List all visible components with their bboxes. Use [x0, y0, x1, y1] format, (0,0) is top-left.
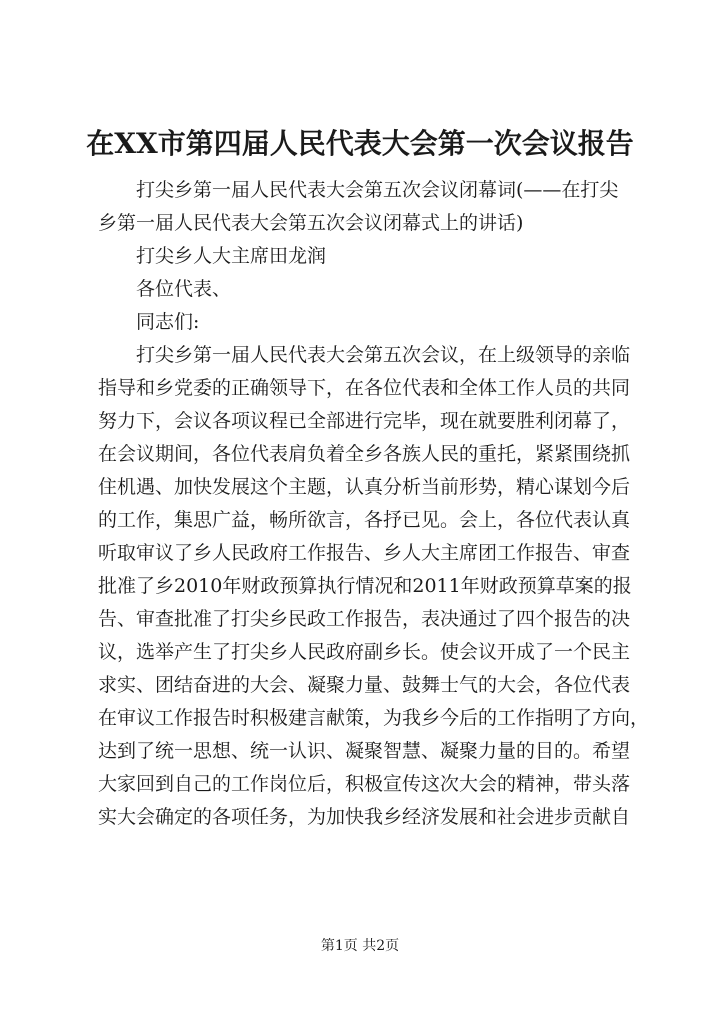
salutation-line: 同志们: [136, 311, 200, 333]
paragraph-line: 告、审查批准了打尖乡民政工作报告，表决通过了四个报告的决 [98, 608, 631, 630]
document-title: 在XX市第四届人民代表大会第一次会议报告 [86, 127, 634, 160]
paragraph-line: 听取审议了乡人民政府工作报告、乡人大主席团工作报告、审查 [98, 542, 631, 564]
paragraph-line: 住机遇、加快发展这个主题，认真分析当前形势，精心谋划今后 [98, 476, 631, 498]
paragraph-line: 的工作，集思广益，畅所欲言，各抒已见。会上，各位代表认真 [98, 509, 631, 531]
paragraph-line: 达到了统一思想、统一认识、凝聚智慧、凝聚力量的目的。希望 [98, 740, 631, 762]
paragraph-line: 指导和乡党委的正确领导下，在各位代表和全体工作人员的共同 [98, 377, 631, 399]
paragraph-line: 议，选举产生了打尖乡人民政府副乡长。使会议开成了一个民主 [98, 641, 631, 663]
paragraph-line: 批准了乡2010年财政预算执行情况和2011年财政预算草案的报 [98, 575, 632, 597]
paragraph-line: 大家回到自己的工作岗位后，积极宣传这次大会的精神，带头落 [98, 773, 631, 795]
speaker-line: 打尖乡人大主席田龙润 [136, 245, 327, 267]
paragraph-line: 实大会确定的各项任务，为加快我乡经济发展和社会进步贡献自 [98, 806, 631, 828]
paragraph-line: 打尖乡第一届人民代表大会第五次会议，在上级领导的亲临 [136, 344, 631, 366]
subtitle-line: 打尖乡第一届人民代表大会第五次会议闭幕词(——在打尖 [136, 179, 619, 201]
salutation-line: 各位代表、 [136, 278, 232, 300]
paragraph-line: 在审议工作报告时积极建言献策，为我乡今后的工作指明了方向， [98, 707, 650, 729]
paragraph-line: 求实、团结奋进的大会、凝聚力量、鼓舞士气的大会，各位代表 [98, 674, 631, 696]
subtitle-line: 乡第一届人民代表大会第五次会议闭幕式上的讲话) [98, 212, 524, 234]
paragraph-line: 在会议期间，各位代表肩负着全乡各族人民的重托，紧紧围绕抓 [98, 443, 631, 465]
document-body [98, 174, 650, 834]
paragraph-line: 努力下，会议各项议程已全部进行完毕，现在就要胜利闭幕了， [98, 410, 631, 432]
page-indicator: 第1页 共2页 [320, 938, 400, 954]
